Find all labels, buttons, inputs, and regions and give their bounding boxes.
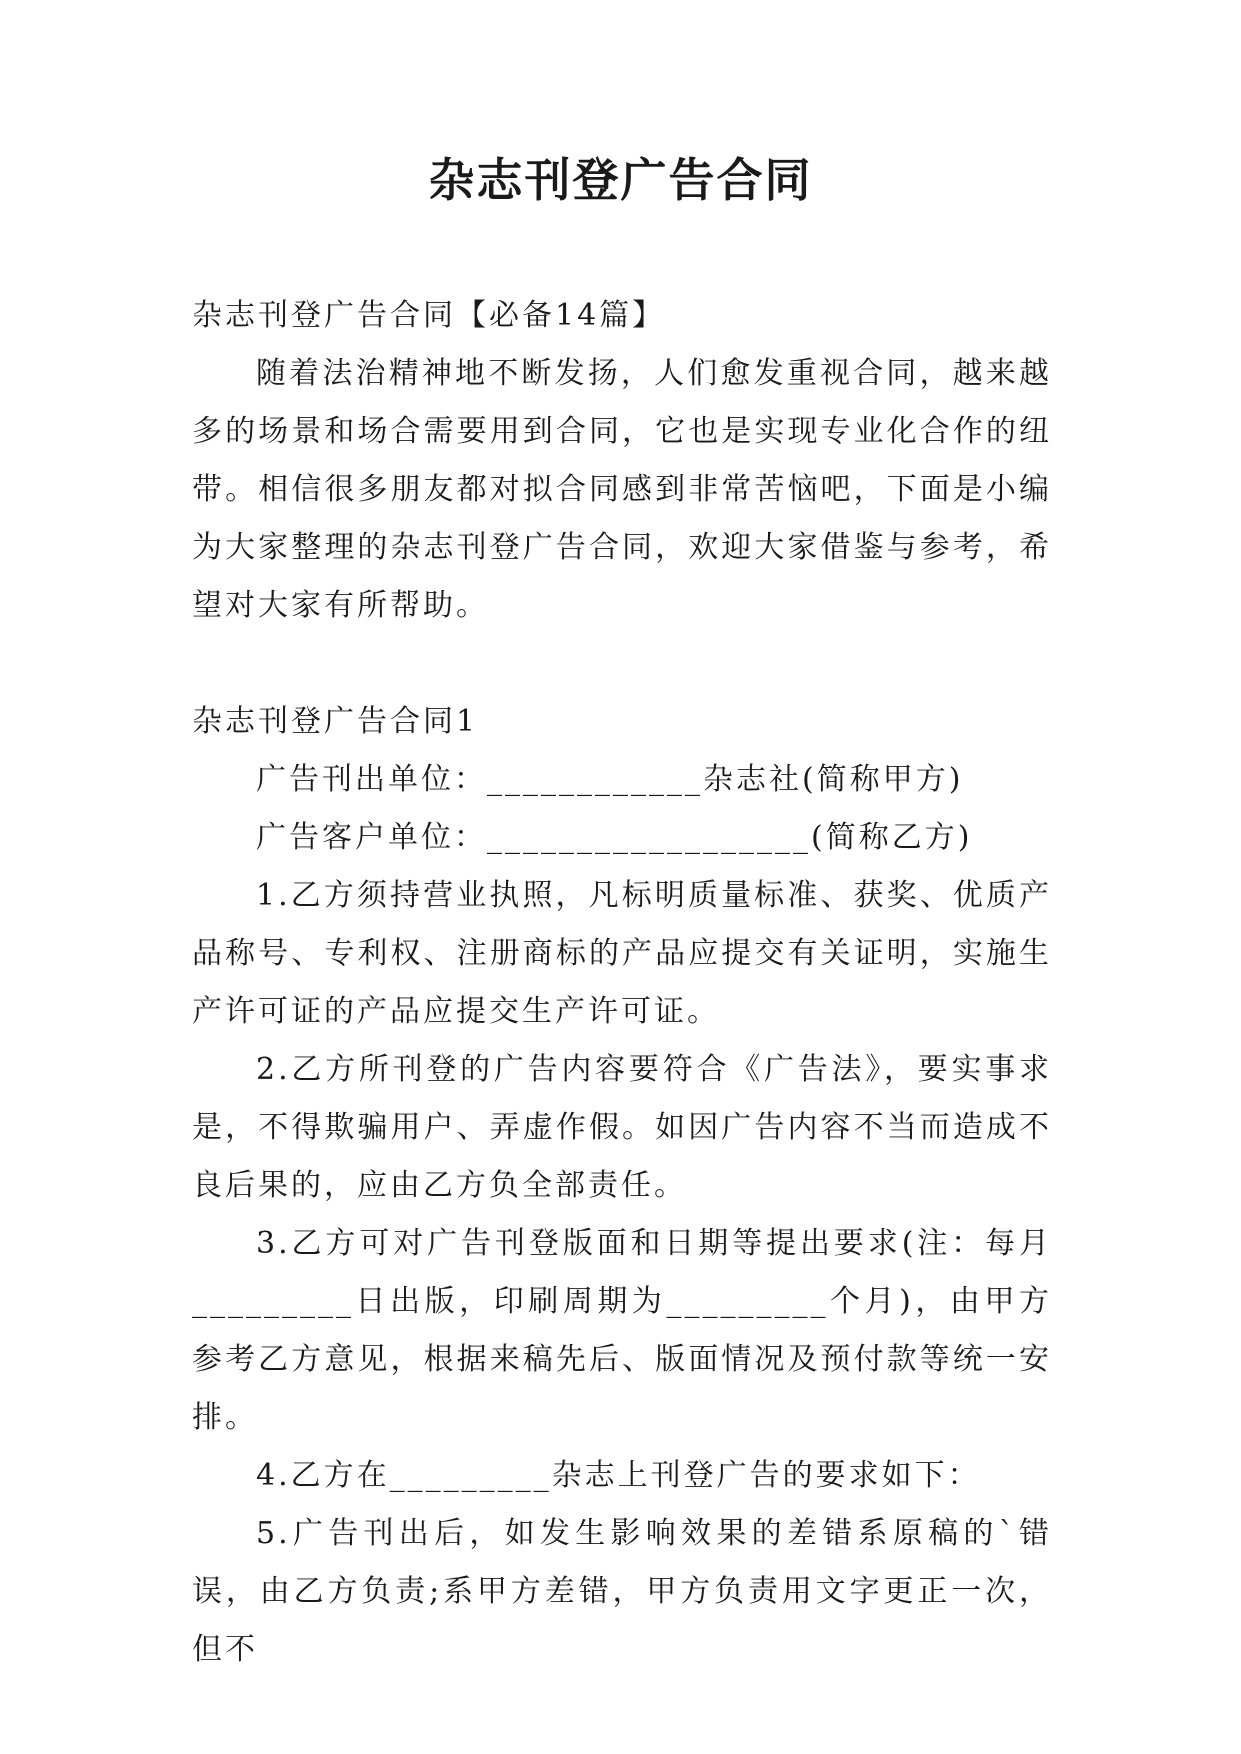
section-spacer	[192, 635, 1052, 693]
document-subtitle: 杂志刊登广告合同【必备14篇】	[192, 298, 666, 333]
document-body	[192, 287, 1052, 1679]
party-a-line: 广告刊出单位：____________杂志社(简称甲方)	[256, 762, 964, 797]
intro-paragraph: 随着法治精神地不断发扬，人们愈发重视合同，越来越多的场景和场合需要用到合同，它也是实现专业化合作的纽带。相信很多朋友都对拟合同感到非常苦恼吧，下面是小编为大家整理的杂志刊登广告合同，欢迎大家借鉴与参考，希望对大家有所帮助。	[192, 356, 1052, 623]
document-title: 杂志刊登广告合同	[428, 153, 813, 207]
clause-1: 1.乙方须持营业执照，凡标明质量标准、获奖、优质产品称号、专利权、注册商标的产品应提交有关证明，实施生产许可证的产品应提交生产许可证。	[192, 878, 1052, 1029]
clause-3: 3.乙方可对广告刊登版面和日期等提出要求(注：每月_________日出版，印刷周期为_________个月)，由甲方参考乙方意见，根据来稿先后、版面情况及预付款等统一安排。	[192, 1226, 1052, 1435]
section-title: 杂志刊登广告合同1	[192, 704, 479, 739]
clause-5: 5.广告刊出后，如发生影响效果的差错系原稿的`错误，由乙方负责;系甲方差错，甲方负责用文字更正一次，但不	[192, 1516, 1052, 1667]
party-b-line: 广告客户单位：__________________(简称乙方)	[256, 820, 973, 855]
clause-2: 2.乙方所刊登的广告内容要符合《广告法》，要实事求是，不得欺骗用户、弄虚作假。如因广告内容不当而造成不良后果的，应由乙方负全部责任。	[192, 1052, 1052, 1203]
clause-4: 4.乙方在_________杂志上刊登广告的要求如下：	[256, 1458, 981, 1493]
